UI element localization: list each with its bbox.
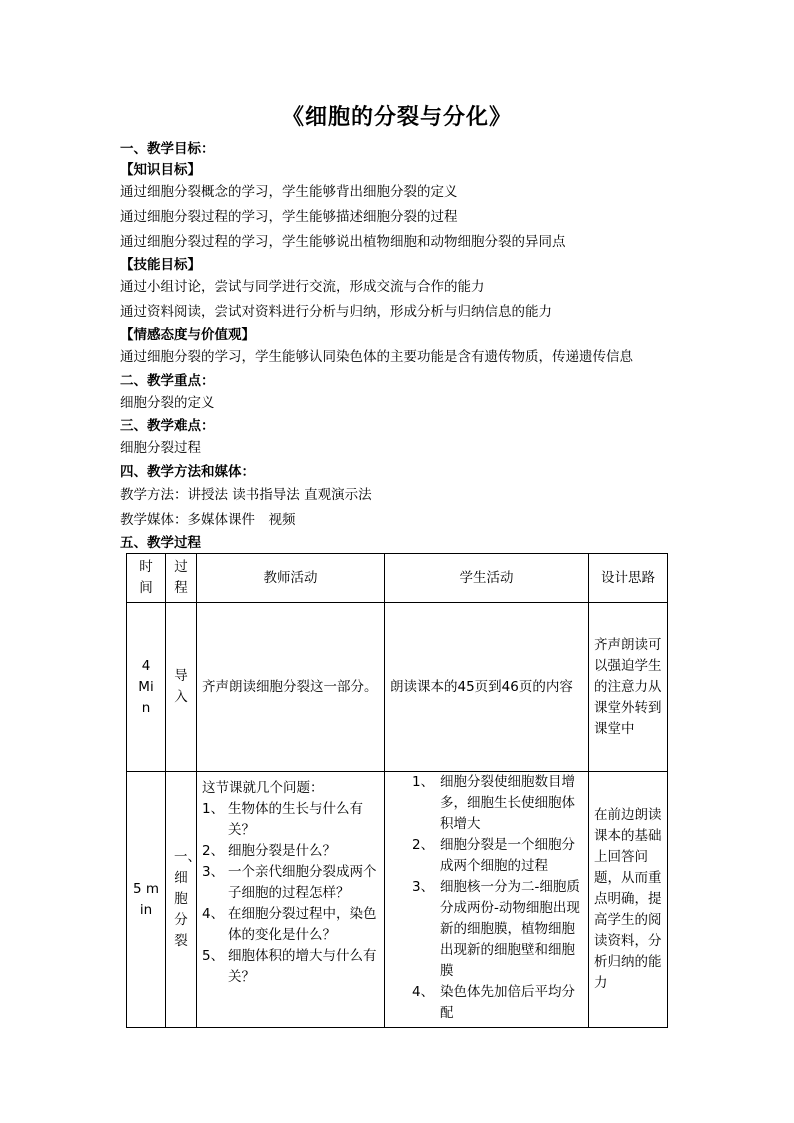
- list-item: 3、 细胞核一分为二-细胞质分成两份-动物细胞出现新的细胞膜，植物细胞出现新的细胞壁和细胞膜: [412, 879, 580, 979]
- table-row: [127, 603, 668, 772]
- skill-goal: 通过资料阅读，尝试对资料进行分析与归纳，形成分析与归纳信息的能力: [120, 304, 552, 320]
- list-item: 1、 细胞分裂使细胞数目增多，细胞生长使细胞体积增大: [412, 774, 575, 832]
- knowledge-goal: 通过细胞分裂过程的学习，学生能够说出植物细胞和动物细胞分裂的异同点: [120, 234, 566, 250]
- list-item: 1、 生物体的生长与什么有关？: [202, 801, 363, 838]
- header-time: 时间: [127, 554, 166, 603]
- skill-goal: 通过小组讨论，尝试与同学进行交流，形成交流与合作的能力: [120, 279, 485, 295]
- process-table: [126, 553, 668, 1028]
- section-heading-difficulties: 三、教学难点：: [120, 418, 215, 434]
- list-item: 2、 细胞分裂是一个细胞分成两个细胞的过程: [412, 837, 575, 874]
- key-point-text: 细胞分裂的定义: [120, 395, 215, 411]
- list-item: 5、 细胞体积的增大与什么有关？: [202, 948, 377, 985]
- header-teacher: 教师活动: [197, 554, 385, 603]
- cell-design: 齐声朗读可以强迫学生的注意力从课堂外转到课堂中: [589, 603, 668, 772]
- section-heading-objectives: 一、教学目标：: [120, 141, 215, 157]
- cell-teacher: 齐声朗读细胞分裂这一部分。: [197, 603, 385, 772]
- skill-goals-heading: 【技能目标】: [120, 257, 201, 273]
- emotion-goal: 通过细胞分裂的学习，学生能够认同染色体的主要功能是含有遗传物质，传递遗传信息: [120, 349, 633, 365]
- list-item: 2、 细胞分裂是什么？: [202, 843, 336, 859]
- teaching-media: 教学媒体：多媒体课件 视频: [120, 512, 296, 528]
- cell-student: 朗读课本的45页到46页的内容: [385, 603, 589, 772]
- section-heading-methods: 四、教学方法和媒体：: [120, 464, 255, 480]
- cell-step: 导入: [166, 603, 197, 772]
- header-student: 学生活动: [385, 554, 589, 603]
- knowledge-goal: 通过细胞分裂概念的学习，学生能够背出细胞分裂的定义: [120, 184, 458, 200]
- knowledge-goals-heading: 【知识目标】: [120, 162, 201, 178]
- student-answer-list: [390, 772, 583, 1024]
- list-item: 4、 染色体先加倍后平均分配: [412, 984, 575, 1021]
- cell-teacher: [197, 772, 385, 1028]
- table-header-row: [127, 554, 668, 603]
- header-design: 设计思路: [589, 554, 668, 603]
- section-heading-key-points: 二、教学重点：: [120, 373, 215, 389]
- document-title: 《细胞的分裂与分化》: [281, 105, 512, 130]
- cell-design: 在前边朗读课本的基础上回答问题，从而重点明确，提高学生的阅读资料，分析归纳的能力: [589, 772, 668, 1028]
- list-item: 3、 一个亲代细胞分裂成两个子细胞的过程怎样？: [202, 864, 377, 901]
- table-row: [127, 772, 668, 1028]
- cell-time: 5 min: [127, 772, 166, 1028]
- emotion-goals-heading: 【情感态度与价值观】: [120, 327, 255, 343]
- list-item: 4、 在细胞分裂过程中，染色体的变化是什么？: [202, 906, 377, 943]
- knowledge-goal: 通过细胞分裂过程的学习，学生能够描述细胞分裂的过程: [120, 209, 458, 225]
- teacher-intro: 这节课就几个问题：: [202, 780, 324, 796]
- cell-time: 4 Min: [127, 603, 166, 772]
- section-heading-process: 五、教学过程: [120, 535, 201, 551]
- header-step: 过程: [166, 554, 197, 603]
- teaching-method: 教学方法：讲授法 读书指导法 直观演示法: [120, 487, 372, 503]
- difficulty-text: 细胞分裂过程: [120, 440, 201, 456]
- cell-step: 一、细胞分裂: [166, 772, 197, 1028]
- teacher-question-list: [202, 799, 379, 988]
- cell-student: [385, 772, 589, 1028]
